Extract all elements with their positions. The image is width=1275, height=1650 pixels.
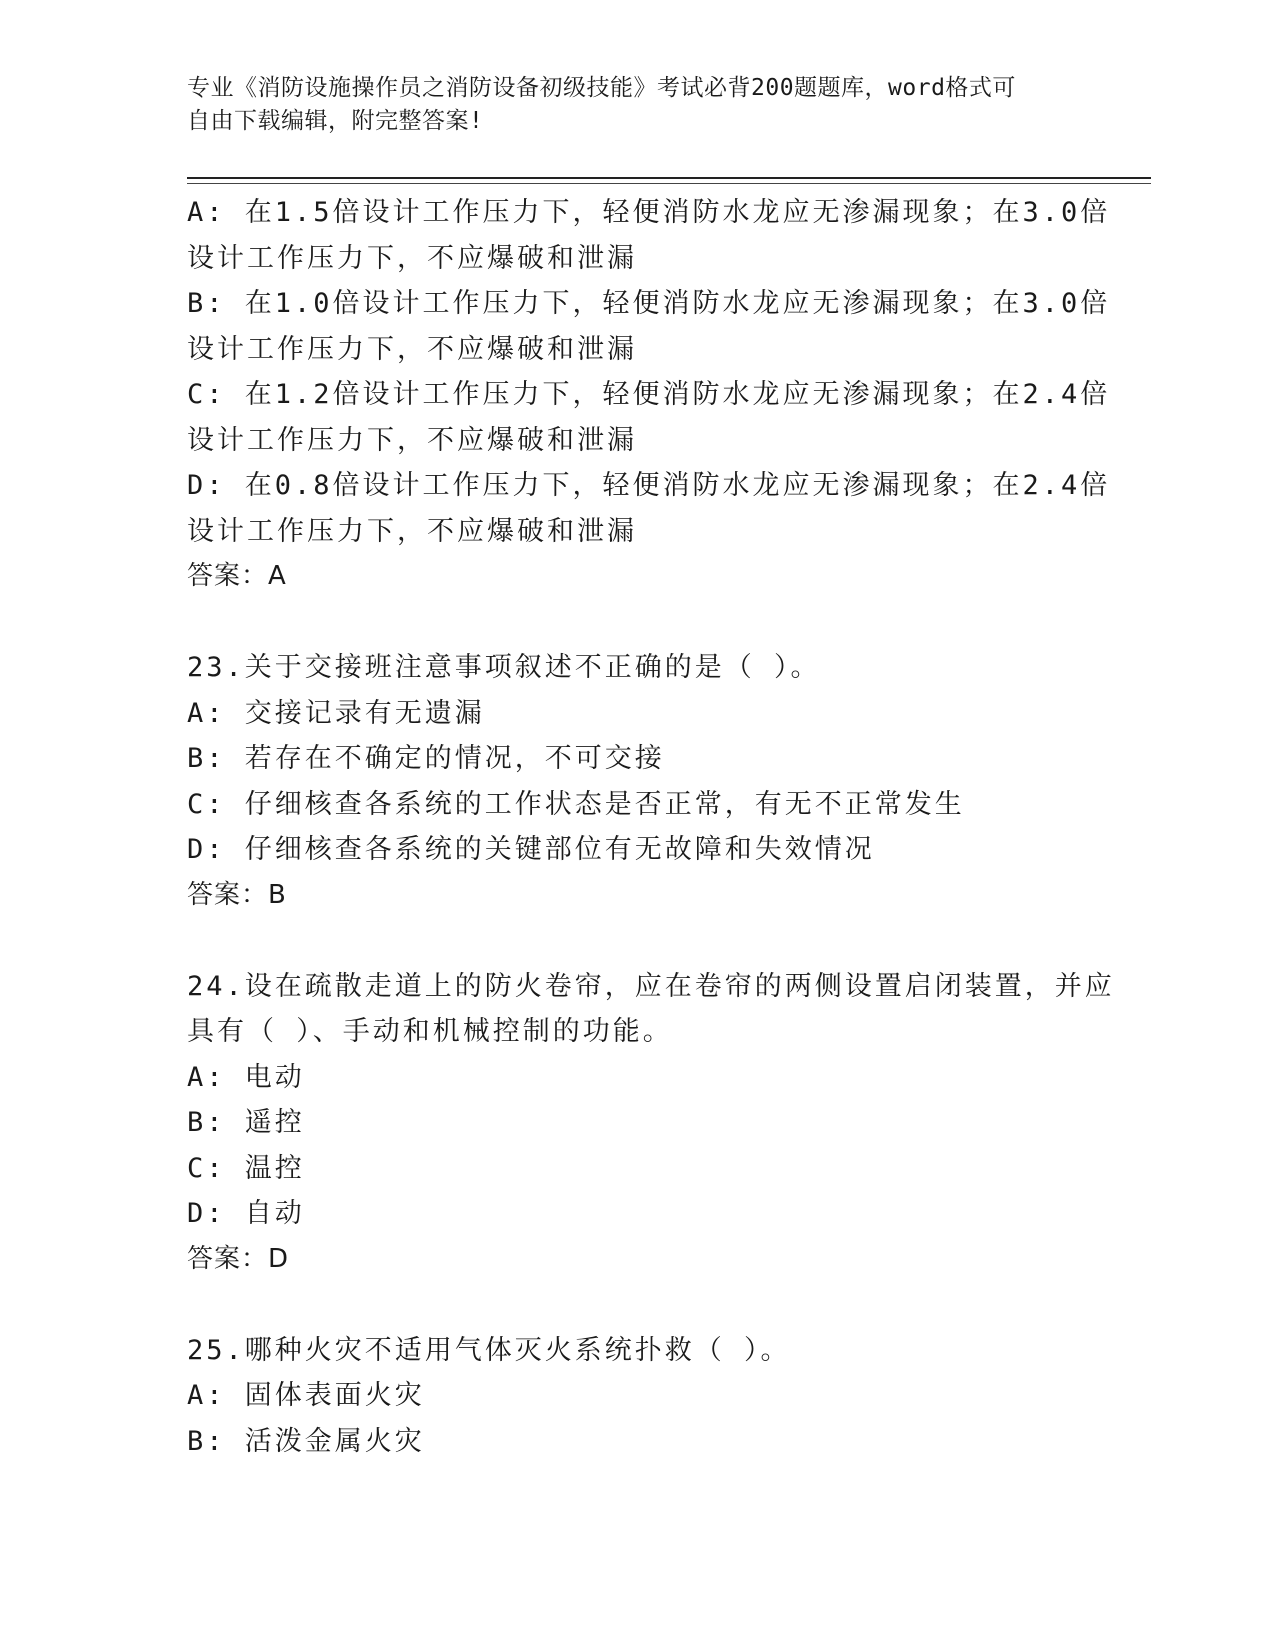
question-25 (187, 1328, 1087, 1465)
option-c-line-2: 设计工作压力下，不应爆破和泄漏 (187, 424, 637, 456)
document-header (187, 72, 1087, 138)
question-text: 25.哪种火灾不适用气体灭火系统扑救（ ）。 (187, 1334, 791, 1366)
question-text: 23.关于交接班注意事项叙述不正确的是（ ）。 (187, 652, 821, 683)
header-divider-thin (187, 183, 1151, 184)
answer: 答案：D (187, 1243, 290, 1274)
option-b: B: 遥控 (187, 1107, 305, 1138)
header-line-2: 自由下载编辑，附完整答案! (187, 108, 484, 134)
option-d-line-2: 设计工作压力下，不应爆破和泄漏 (187, 515, 637, 547)
option-a-line-2: 设计工作压力下，不应爆破和泄漏 (187, 242, 637, 274)
spacer (187, 600, 1087, 646)
option-b-line-1: B: 在1.0倍设计工作压力下，轻便消防水龙应无渗漏现象；在3.0倍 (187, 288, 1111, 319)
spacer (187, 1282, 1087, 1328)
option-a: A: 固体表面火灾 (187, 1380, 425, 1411)
question-23 (187, 645, 1087, 918)
question-24 (187, 964, 1115, 1283)
answer: 答案：A (187, 561, 287, 591)
option-b-line-2: 设计工作压力下，不应爆破和泄漏 (187, 333, 637, 365)
option-c-line-1: C: 在1.2倍设计工作压力下，轻便消防水龙应无渗漏现象；在2.4倍 (187, 379, 1111, 410)
answer: 答案：B (187, 879, 287, 910)
option-b: B: 若存在不确定的情况，不可交接 (187, 743, 665, 774)
question-text-line-2: 具有（ ）、手动和机械控制的功能。 (187, 1016, 673, 1047)
question-list (187, 190, 1115, 1464)
option-a: A: 交接记录有无遗漏 (187, 697, 485, 729)
option-a-line-1: A: 在1.5倍设计工作压力下，轻便消防水龙应无渗漏现象；在3.0倍 (187, 197, 1111, 228)
option-c: C: 温控 (187, 1152, 305, 1184)
spacer (187, 918, 1087, 964)
option-c: C: 仔细核查各系统的工作状态是否正常，有无不正常发生 (187, 788, 965, 820)
question-22 (187, 190, 1111, 600)
option-d: D: 自动 (187, 1198, 305, 1229)
option-a: A: 电动 (187, 1061, 305, 1093)
option-d-line-1: D: 在0.8倍设计工作压力下，轻便消防水龙应无渗漏现象；在2.4倍 (187, 470, 1111, 501)
option-b: B: 活泼金属火灾 (187, 1425, 425, 1457)
option-d: D: 仔细核查各系统的关键部位有无故障和失效情况 (187, 834, 875, 865)
header-line-1: 专业《消防设施操作员之消防设备初级技能》考试必背200题题库，word格式可 (187, 75, 1016, 101)
header-divider-thick (187, 177, 1151, 179)
question-text-line-1: 24.设在疏散走道上的防火卷帘，应在卷帘的两侧设置启闭装置，并应 (187, 970, 1115, 1002)
